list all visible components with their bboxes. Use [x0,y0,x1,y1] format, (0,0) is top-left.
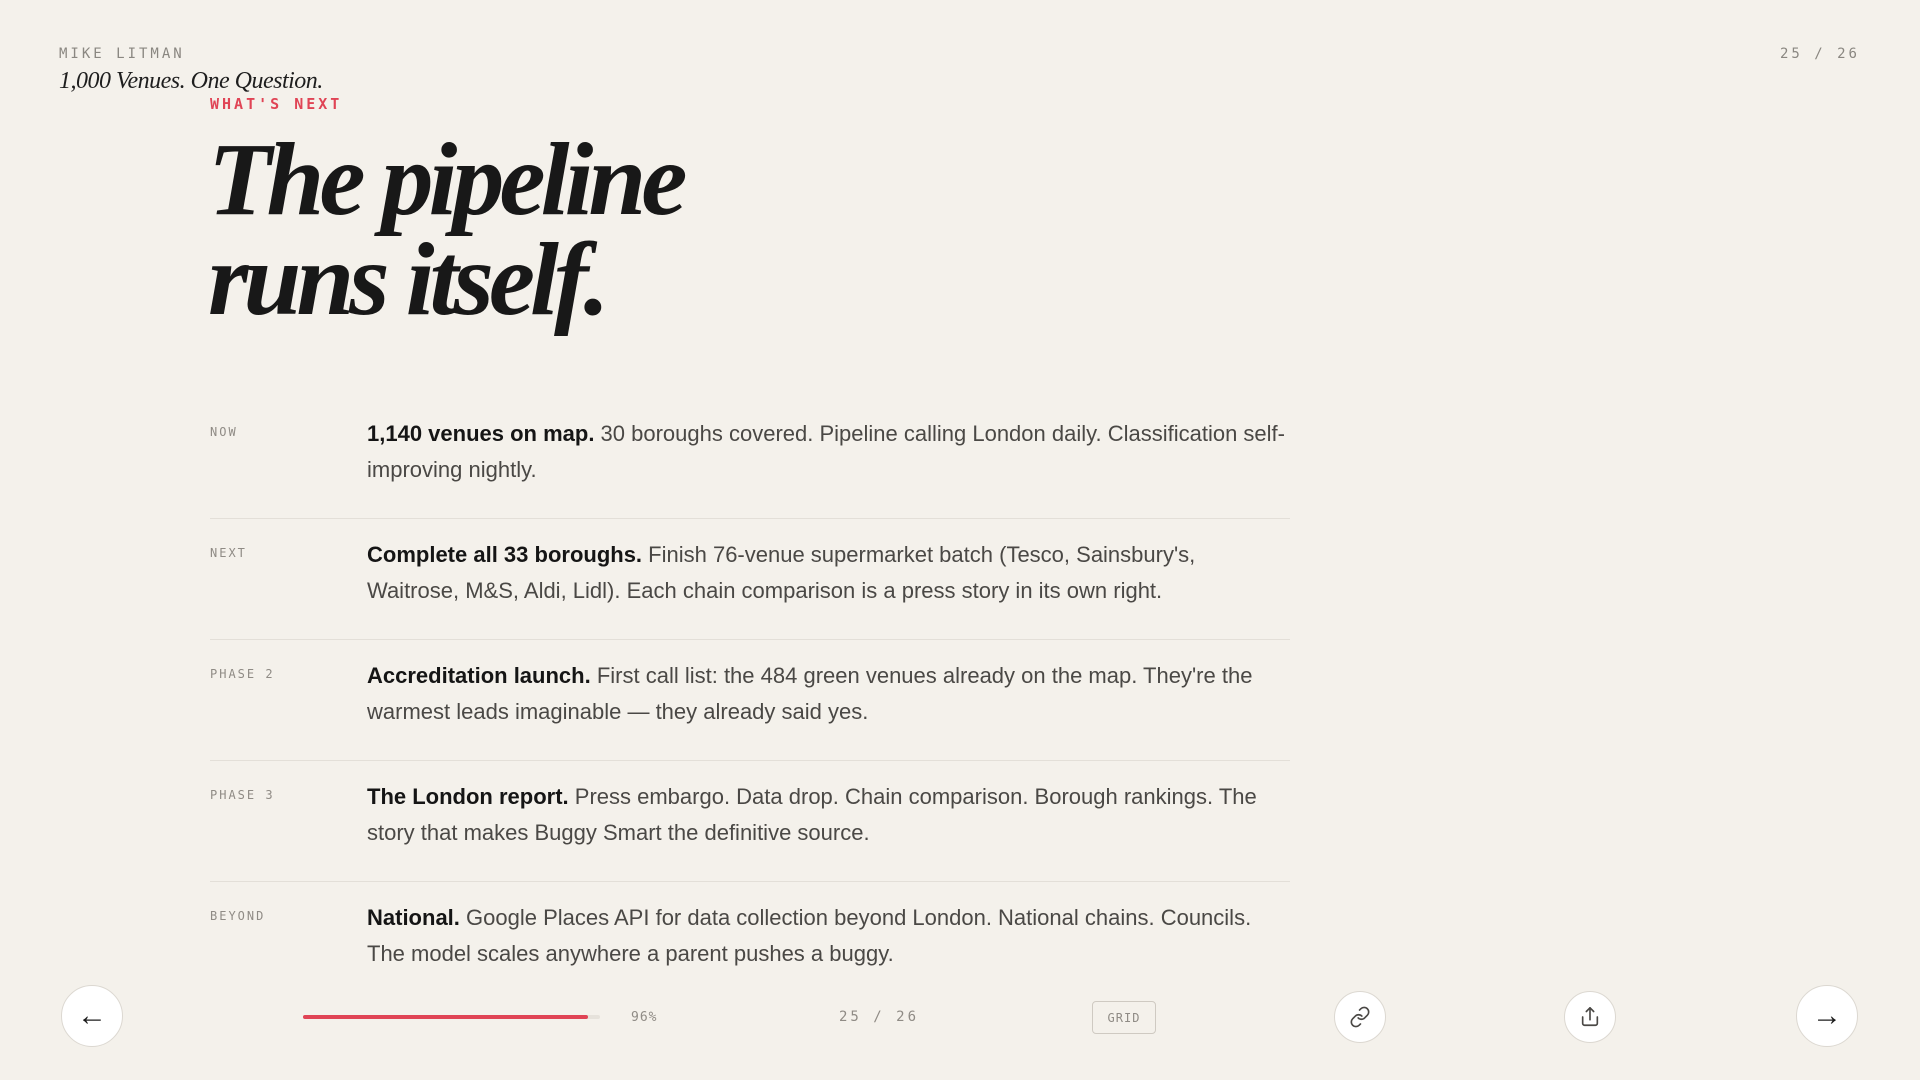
link-icon [1349,1006,1371,1028]
deck-title: 1,000 Venues. One Question. [59,68,323,94]
section-eyebrow: WHAT'S NEXT [210,95,343,113]
row-text [367,779,1290,881]
arrow-right-icon: → [1812,999,1842,1032]
roadmap-row-phase-2 [210,640,1290,761]
row-label: BEYOND [210,909,266,923]
headline-line-1: The pipeline [208,122,683,237]
row-text [367,900,1290,1003]
row-body: First call list: the 484 green venues already on the map. They're the warmest leads imaginable — they already said yes. [367,663,1253,724]
slide-headline [208,122,683,337]
share-icon [1579,1006,1601,1028]
page-indicator-top: 25 / 26 [1779,46,1860,62]
progress-bar [303,1015,600,1019]
row-lead: The London report. [367,784,569,809]
roadmap-row-now [210,398,1290,519]
row-label: NOW [210,425,238,439]
share-button[interactable] [1564,991,1616,1043]
roadmap-row-beyond [210,882,1290,1003]
previous-slide-button[interactable] [61,985,123,1047]
progress-percent: 96% [631,1010,658,1025]
row-lead: National. [367,905,460,930]
grid-view-button[interactable]: GRID [1092,1001,1156,1034]
roadmap-list [210,398,1290,1003]
row-lead: 1,140 venues on map. [367,421,595,446]
row-lead: Complete all 33 boroughs. [367,542,643,567]
next-slide-button[interactable] [1796,985,1858,1047]
row-body: Finish 76-venue supermarket batch (Tesco, Sainsbury's, Waitrose, M&S, Aldi, Lidl). Each chain comparison is a press story in its own right. [367,542,1196,603]
copy-link-button[interactable] [1334,991,1386,1043]
row-label: NEXT [210,546,247,560]
arrow-left-icon: ← [77,999,107,1032]
row-label: PHASE 3 [210,788,275,802]
author-name: MIKE LITMAN [59,46,185,62]
row-body: Google Places API for data collection beyond London. National chains. Councils. The model scales anywhere a parent pushes a buggy. [367,905,1252,966]
progress-fill [303,1015,588,1019]
page-indicator-bottom: 25 / 26 [839,1009,920,1025]
headline-line-2: runs itself. [208,222,605,337]
row-body: Press embargo. Data drop. Chain comparison. Borough rankings. The story that makes Buggy Smart the definitive source. [367,784,1257,845]
roadmap-row-next [210,519,1290,640]
row-text [367,537,1290,639]
row-lead: Accreditation launch. [367,663,591,688]
roadmap-row-phase-3 [210,761,1290,882]
row-label: PHASE 2 [210,667,275,681]
row-body: 30 boroughs covered. Pipeline calling London daily. Classification self-improving nightly. [367,421,1285,482]
row-text [367,416,1290,518]
row-text [367,658,1290,760]
